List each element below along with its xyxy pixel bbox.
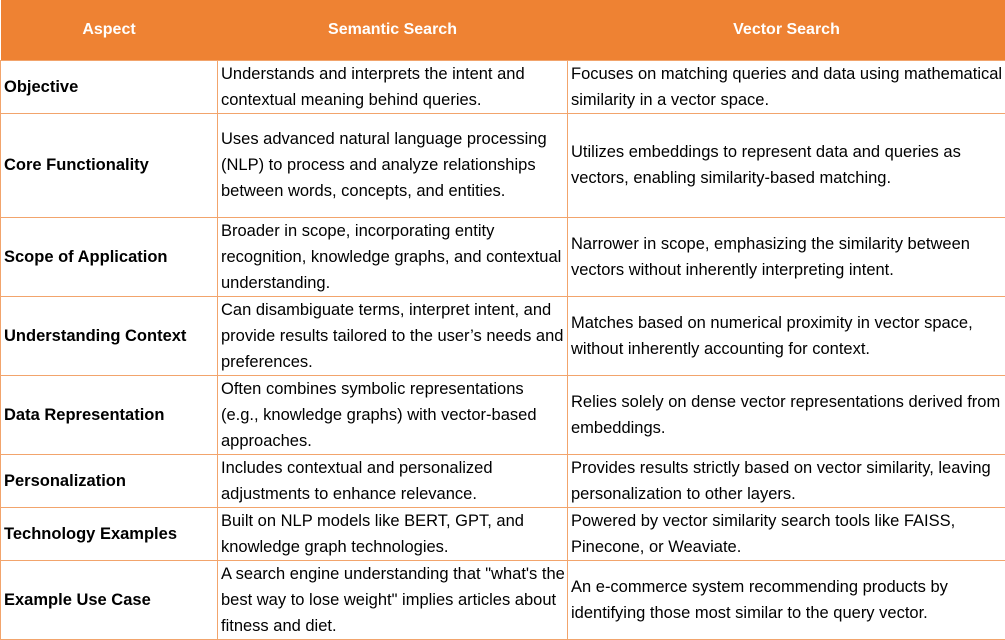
row-aspect: Personalization	[1, 454, 218, 507]
row-semantic: A search engine understanding that "what's the best way to lose weight" implies articles about fitness and diet.	[218, 560, 568, 639]
row-vector: Matches based on numerical proximity in vector space, without inherently accounting for context.	[568, 296, 1005, 375]
table-row	[1, 454, 1005, 507]
table-row	[1, 217, 1005, 296]
row-semantic: Understands and interprets the intent and contextual meaning behind queries.	[218, 60, 568, 113]
row-vector: Utilizes embeddings to represent data and queries as vectors, enabling similarity-based matching.	[568, 113, 1005, 217]
row-semantic: Built on NLP models like BERT, GPT, and knowledge graph technologies.	[218, 507, 568, 560]
row-aspect: Core Functionality	[1, 113, 218, 217]
table-row	[1, 560, 1005, 639]
table-row	[1, 60, 1005, 113]
row-vector: An e-commerce system recommending products by identifying those most similar to the query vector.	[568, 560, 1005, 639]
header-vector-search: Vector Search	[568, 0, 1005, 60]
table-row	[1, 507, 1005, 560]
row-semantic: Uses advanced natural language processing (NLP) to process and analyze relationships between words, concepts, and entities.	[218, 113, 568, 217]
row-semantic: Can disambiguate terms, interpret intent, and provide results tailored to the user’s needs and preferences.	[218, 296, 568, 375]
header-aspect: Aspect	[1, 0, 218, 60]
header-semantic-search: Semantic Search	[218, 0, 568, 60]
row-aspect: Example Use Case	[1, 560, 218, 639]
header-row	[1, 0, 1005, 60]
row-vector: Relies solely on dense vector representations derived from embeddings.	[568, 375, 1005, 454]
row-vector: Narrower in scope, emphasizing the similarity between vectors without inherently interpreting intent.	[568, 217, 1005, 296]
row-semantic: Broader in scope, incorporating entity recognition, knowledge graphs, and contextual understanding.	[218, 217, 568, 296]
row-aspect: Scope of Application	[1, 217, 218, 296]
row-semantic: Includes contextual and personalized adjustments to enhance relevance.	[218, 454, 568, 507]
row-aspect: Technology Examples	[1, 507, 218, 560]
row-vector: Provides results strictly based on vector similarity, leaving personalization to other layers.	[568, 454, 1005, 507]
row-aspect: Understanding Context	[1, 296, 218, 375]
table-row	[1, 113, 1005, 217]
row-semantic: Often combines symbolic representations (e.g., knowledge graphs) with vector-based approaches.	[218, 375, 568, 454]
row-aspect: Objective	[1, 60, 218, 113]
table-row	[1, 375, 1005, 454]
row-vector: Powered by vector similarity search tools like FAISS, Pinecone, or Weaviate.	[568, 507, 1005, 560]
table-row	[1, 296, 1005, 375]
row-vector: Focuses on matching queries and data using mathematical similarity in a vector space.	[568, 60, 1005, 113]
row-aspect: Data Representation	[1, 375, 218, 454]
